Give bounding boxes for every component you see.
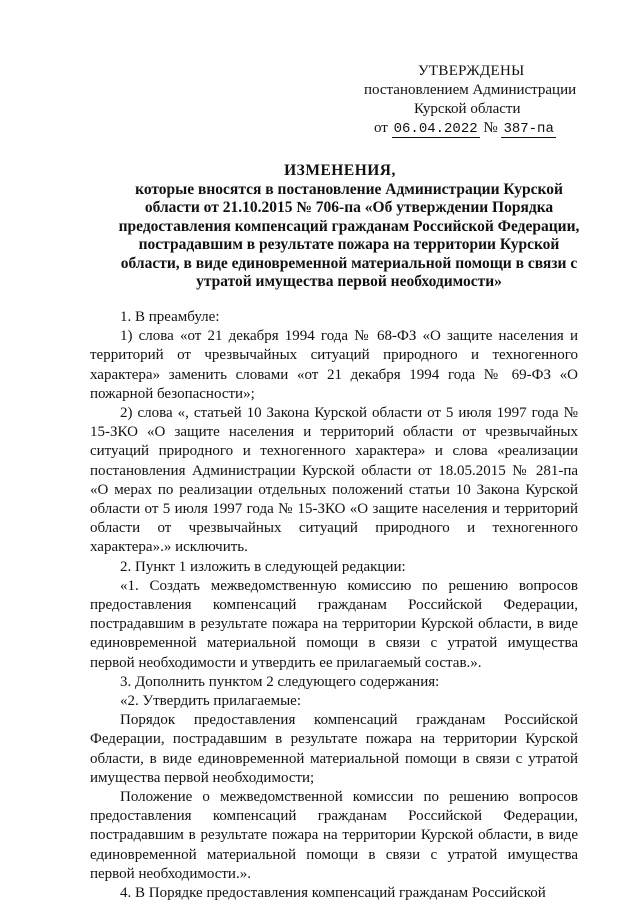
- paragraph: 2) слова «, статьей 10 Закона Курской области от 5 июля 1997 года № 15-ЗКО «О защите населения и территорий области от чрезвычайных ситуаций природного и техногенного характера» и слова «реализации постановления Администрации Курской области от 18.05.2015 № 281-па «О мерах по реализации отдельных положений статьи 10 Закона Курской области от 5 июля 1997 года № 15-ЗКО «О защите населения и территорий области от чрезвычайных ситуаций природного и техногенного характера».» исключить.: [90, 405, 578, 556]
- approval-authority: постановлением Администрации: [364, 82, 577, 98]
- approval-region: Курской области: [414, 101, 521, 117]
- title-subtitle: которые вносятся в постановление Администрации Курской области от 21.10.2015 № 706-па «Об утверждении Порядка предоставления компенсаций гражданам Российской Федерации, пострадавшим в результате пожара на территории Курской области, в виде единовременной материальной помощи в связи с утратой имущества первой необходимости»: [118, 180, 580, 290]
- paragraph: 2. Пункт 1 изложить в следующей редакции:: [120, 558, 406, 575]
- paragraph: Порядок предоставления компенсаций гражданам Российской Федерации, пострадавшим в результате пожара на территории Курской области, в виде единовременной материальной помощи в связи с утратой имущества первой необходимости;: [90, 712, 578, 786]
- document-title: [90, 162, 590, 292]
- paragraph: Положение о межведомственной комиссии по решению вопросов предоставления компенсаций гражданам Российской Федерации, пострадавшим в результате пожара на территории Курской области, в виде единовременной материальной помощи в связи с утратой имущества первой необходимости.».: [90, 789, 578, 882]
- paragraph: «2. Утвердить прилагаемые:: [120, 693, 301, 710]
- approval-heading: УТВЕРЖДЕНЫ: [418, 63, 525, 79]
- paragraph: «1. Создать межведомственную комиссию по решению вопросов предоставления компенсаций гражданам Российской Федерации, пострадавшим в результате пожара на территории Курской области, в виде единовременной материальной помощи в связи с утратой имущества первой необходимости и утвердить ее прилагаемый состав.».: [90, 577, 578, 671]
- number-sign: №: [483, 120, 498, 136]
- approval-number: 387-па: [503, 121, 554, 137]
- paragraph: 1) слова «от 21 декабря 1994 года № 68-ФЗ «О защите населения и территорий от чрезвычайных ситуаций природного и техногенного характера» заменить словами «от 21 декабря 1994 года № 69-ФЗ «О пожарной безопасности»;: [90, 328, 578, 402]
- paragraph: 3. Дополнить пунктом 2 следующего содержания:: [120, 673, 440, 690]
- title-heading: ИЗМЕНЕНИЯ,: [284, 162, 396, 179]
- date-prefix: от: [374, 120, 388, 136]
- document-body: [90, 308, 578, 903]
- approval-date-line: [360, 119, 600, 139]
- paragraph: 4. В Порядке предоставления компенсаций гражданам Российской: [120, 885, 546, 902]
- approval-date: 06.04.2022: [393, 121, 478, 137]
- paragraph: 1. В преамбуле:: [120, 309, 220, 325]
- approval-stamp: [360, 62, 600, 139]
